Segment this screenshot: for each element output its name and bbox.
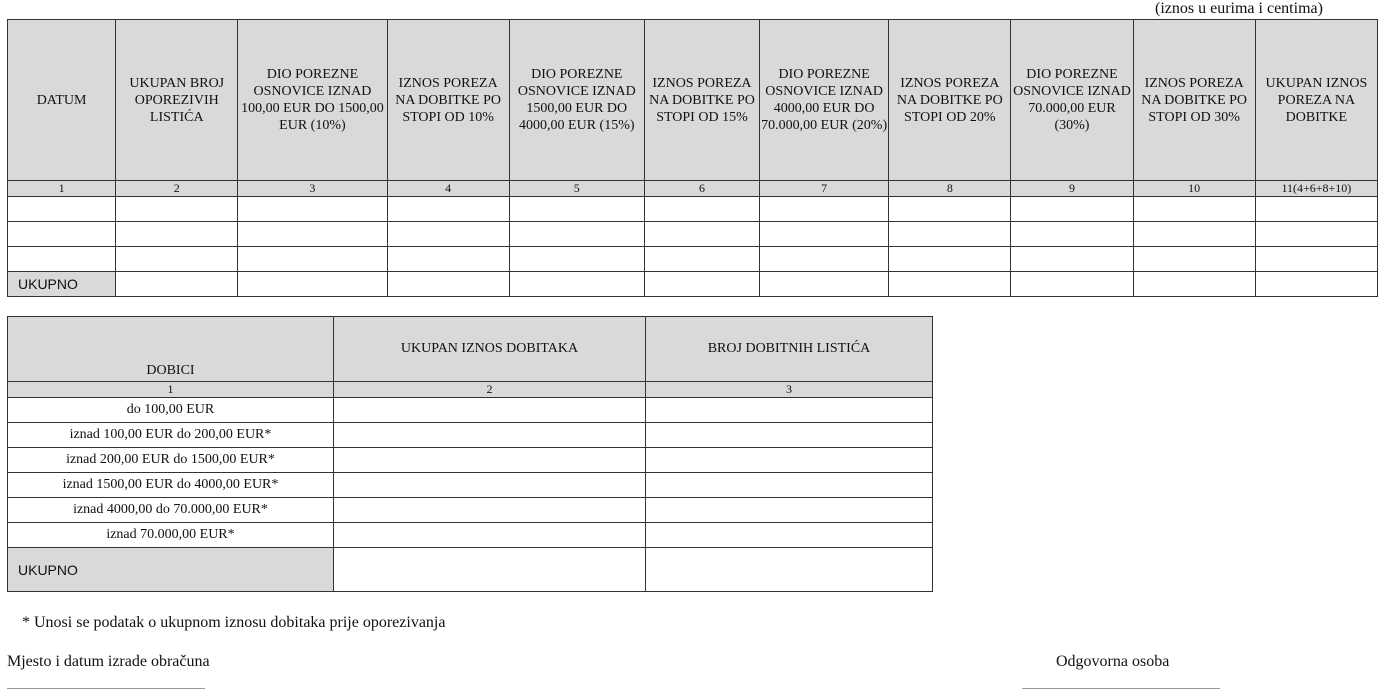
input-cell[interactable] [116, 247, 238, 272]
column-number: 3 [646, 382, 933, 398]
column-number: 2 [334, 382, 646, 398]
header-cell: DIO POREZNE OSNOVICE IZNAD 100,00 EUR DO 1500,00 EUR (10%) [238, 20, 387, 181]
responsible-person-label: Odgovorna osoba [1056, 653, 1170, 670]
header-cell: DATUM [8, 20, 116, 181]
input-cell[interactable] [8, 222, 116, 247]
input-cell[interactable] [760, 197, 889, 222]
header-cell: UKUPAN IZNOS POREZA NA DOBITKE [1255, 20, 1377, 181]
table-row [8, 473, 933, 498]
table-row [8, 448, 933, 473]
table-row [8, 523, 933, 548]
input-cell[interactable] [644, 222, 759, 247]
input-cell[interactable] [1255, 272, 1377, 297]
footnote: * Unosi se podatak o ukupnom iznosu dobitaka prije oporezivanja [22, 614, 446, 631]
input-cell[interactable] [644, 197, 759, 222]
column-number: 1 [8, 181, 116, 197]
total-label: UKUPNO [8, 548, 334, 592]
input-cell[interactable] [646, 473, 933, 498]
header-cell: DOBICI [8, 317, 334, 382]
input-cell[interactable] [509, 272, 644, 297]
table-row [8, 222, 1378, 247]
column-number: 7 [760, 181, 889, 197]
input-cell[interactable] [509, 247, 644, 272]
table-row [8, 498, 933, 523]
input-cell[interactable] [387, 197, 509, 222]
input-cell[interactable] [889, 247, 1011, 272]
input-cell[interactable] [238, 272, 387, 297]
input-cell[interactable] [889, 272, 1011, 297]
range-label: iznad 70.000,00 EUR* [8, 523, 334, 548]
input-cell[interactable] [1255, 197, 1377, 222]
input-cell[interactable] [387, 247, 509, 272]
range-label: do 100,00 EUR [8, 398, 334, 423]
tax-table [7, 19, 1378, 297]
input-cell[interactable] [1011, 272, 1133, 297]
header-cell: UKUPAN BROJ OPOREZIVIH LISTIĆA [116, 20, 238, 181]
column-number: 3 [238, 181, 387, 197]
input-cell[interactable] [1255, 222, 1377, 247]
input-cell[interactable] [644, 247, 759, 272]
input-cell[interactable] [1133, 247, 1255, 272]
input-cell[interactable] [646, 548, 933, 592]
column-number: 4 [387, 181, 509, 197]
column-number: 10 [1133, 181, 1255, 197]
input-cell[interactable] [116, 272, 238, 297]
input-cell[interactable] [509, 222, 644, 247]
winnings-header-row [8, 317, 933, 382]
column-number: 2 [116, 181, 238, 197]
input-cell[interactable] [646, 448, 933, 473]
input-cell[interactable] [8, 197, 116, 222]
header-cell: IZNOS POREZA NA DOBITKE PO STOPI OD 20% [889, 20, 1011, 181]
input-cell[interactable] [509, 197, 644, 222]
input-cell[interactable] [1011, 222, 1133, 247]
tax-table-header-row [8, 20, 1378, 181]
header-cell: DIO POREZNE OSNOVICE IZNAD 70.000,00 EUR (30%) [1011, 20, 1133, 181]
header-cell: DIO POREZNE OSNOVICE IZNAD 4000,00 EUR DO 70.000,00 EUR (20%) [760, 20, 889, 181]
winnings-table [7, 316, 933, 592]
column-number-row [8, 382, 933, 398]
header-cell: IZNOS POREZA NA DOBITKE PO STOPI OD 10% [387, 20, 509, 181]
total-row [8, 548, 933, 592]
column-number-row [8, 181, 1378, 197]
input-cell[interactable] [238, 197, 387, 222]
column-number: 9 [1011, 181, 1133, 197]
column-number: 1 [8, 382, 334, 398]
table-row [8, 197, 1378, 222]
range-label: iznad 1500,00 EUR do 4000,00 EUR* [8, 473, 334, 498]
input-cell[interactable] [334, 473, 646, 498]
input-cell[interactable] [646, 498, 933, 523]
header-cell: DIO POREZNE OSNOVICE IZNAD 1500,00 EUR DO 4000,00 EUR (15%) [509, 20, 644, 181]
range-label: iznad 4000,00 do 70.000,00 EUR* [8, 498, 334, 523]
table-row [8, 247, 1378, 272]
table-row [8, 398, 933, 423]
input-cell[interactable] [334, 448, 646, 473]
input-cell[interactable] [238, 222, 387, 247]
range-label: iznad 200,00 EUR do 1500,00 EUR* [8, 448, 334, 473]
header-cell: BROJ DOBITNIH LISTIĆA [646, 317, 933, 382]
input-cell[interactable] [387, 272, 509, 297]
input-cell[interactable] [1133, 197, 1255, 222]
responsible-signature-line[interactable] [1022, 688, 1220, 689]
input-cell[interactable] [334, 548, 646, 592]
input-cell[interactable] [889, 197, 1011, 222]
column-number: 5 [509, 181, 644, 197]
input-cell[interactable] [334, 398, 646, 423]
input-cell[interactable] [334, 523, 646, 548]
input-cell[interactable] [760, 222, 889, 247]
column-number: 11(4+6+8+10) [1255, 181, 1377, 197]
input-cell[interactable] [760, 247, 889, 272]
input-cell[interactable] [760, 272, 889, 297]
input-cell[interactable] [889, 222, 1011, 247]
input-cell[interactable] [644, 272, 759, 297]
header-cell: IZNOS POREZA NA DOBITKE PO STOPI OD 15% [644, 20, 759, 181]
place-date-signature-line[interactable] [7, 688, 205, 689]
column-number: 6 [644, 181, 759, 197]
column-number: 8 [889, 181, 1011, 197]
input-cell[interactable] [1133, 222, 1255, 247]
total-label: UKUPNO [8, 272, 116, 297]
unit-note: (iznos u eurima i centima) [1155, 0, 1323, 17]
input-cell[interactable] [387, 222, 509, 247]
input-cell[interactable] [1133, 272, 1255, 297]
input-cell[interactable] [1255, 247, 1377, 272]
input-cell[interactable] [8, 247, 116, 272]
input-cell[interactable] [1011, 247, 1133, 272]
place-date-label: Mjesto i datum izrade obračuna [7, 653, 210, 670]
range-label: iznad 100,00 EUR do 200,00 EUR* [8, 423, 334, 448]
header-cell: IZNOS POREZA NA DOBITKE PO STOPI OD 30% [1133, 20, 1255, 181]
header-cell: UKUPAN IZNOS DOBITAKA [334, 317, 646, 382]
input-cell[interactable] [646, 423, 933, 448]
input-cell[interactable] [646, 398, 933, 423]
input-cell[interactable] [116, 197, 238, 222]
table-row [8, 423, 933, 448]
input-cell[interactable] [646, 523, 933, 548]
input-cell[interactable] [1011, 197, 1133, 222]
input-cell[interactable] [238, 247, 387, 272]
input-cell[interactable] [334, 423, 646, 448]
total-row [8, 272, 1378, 297]
input-cell[interactable] [334, 498, 646, 523]
input-cell[interactable] [116, 222, 238, 247]
